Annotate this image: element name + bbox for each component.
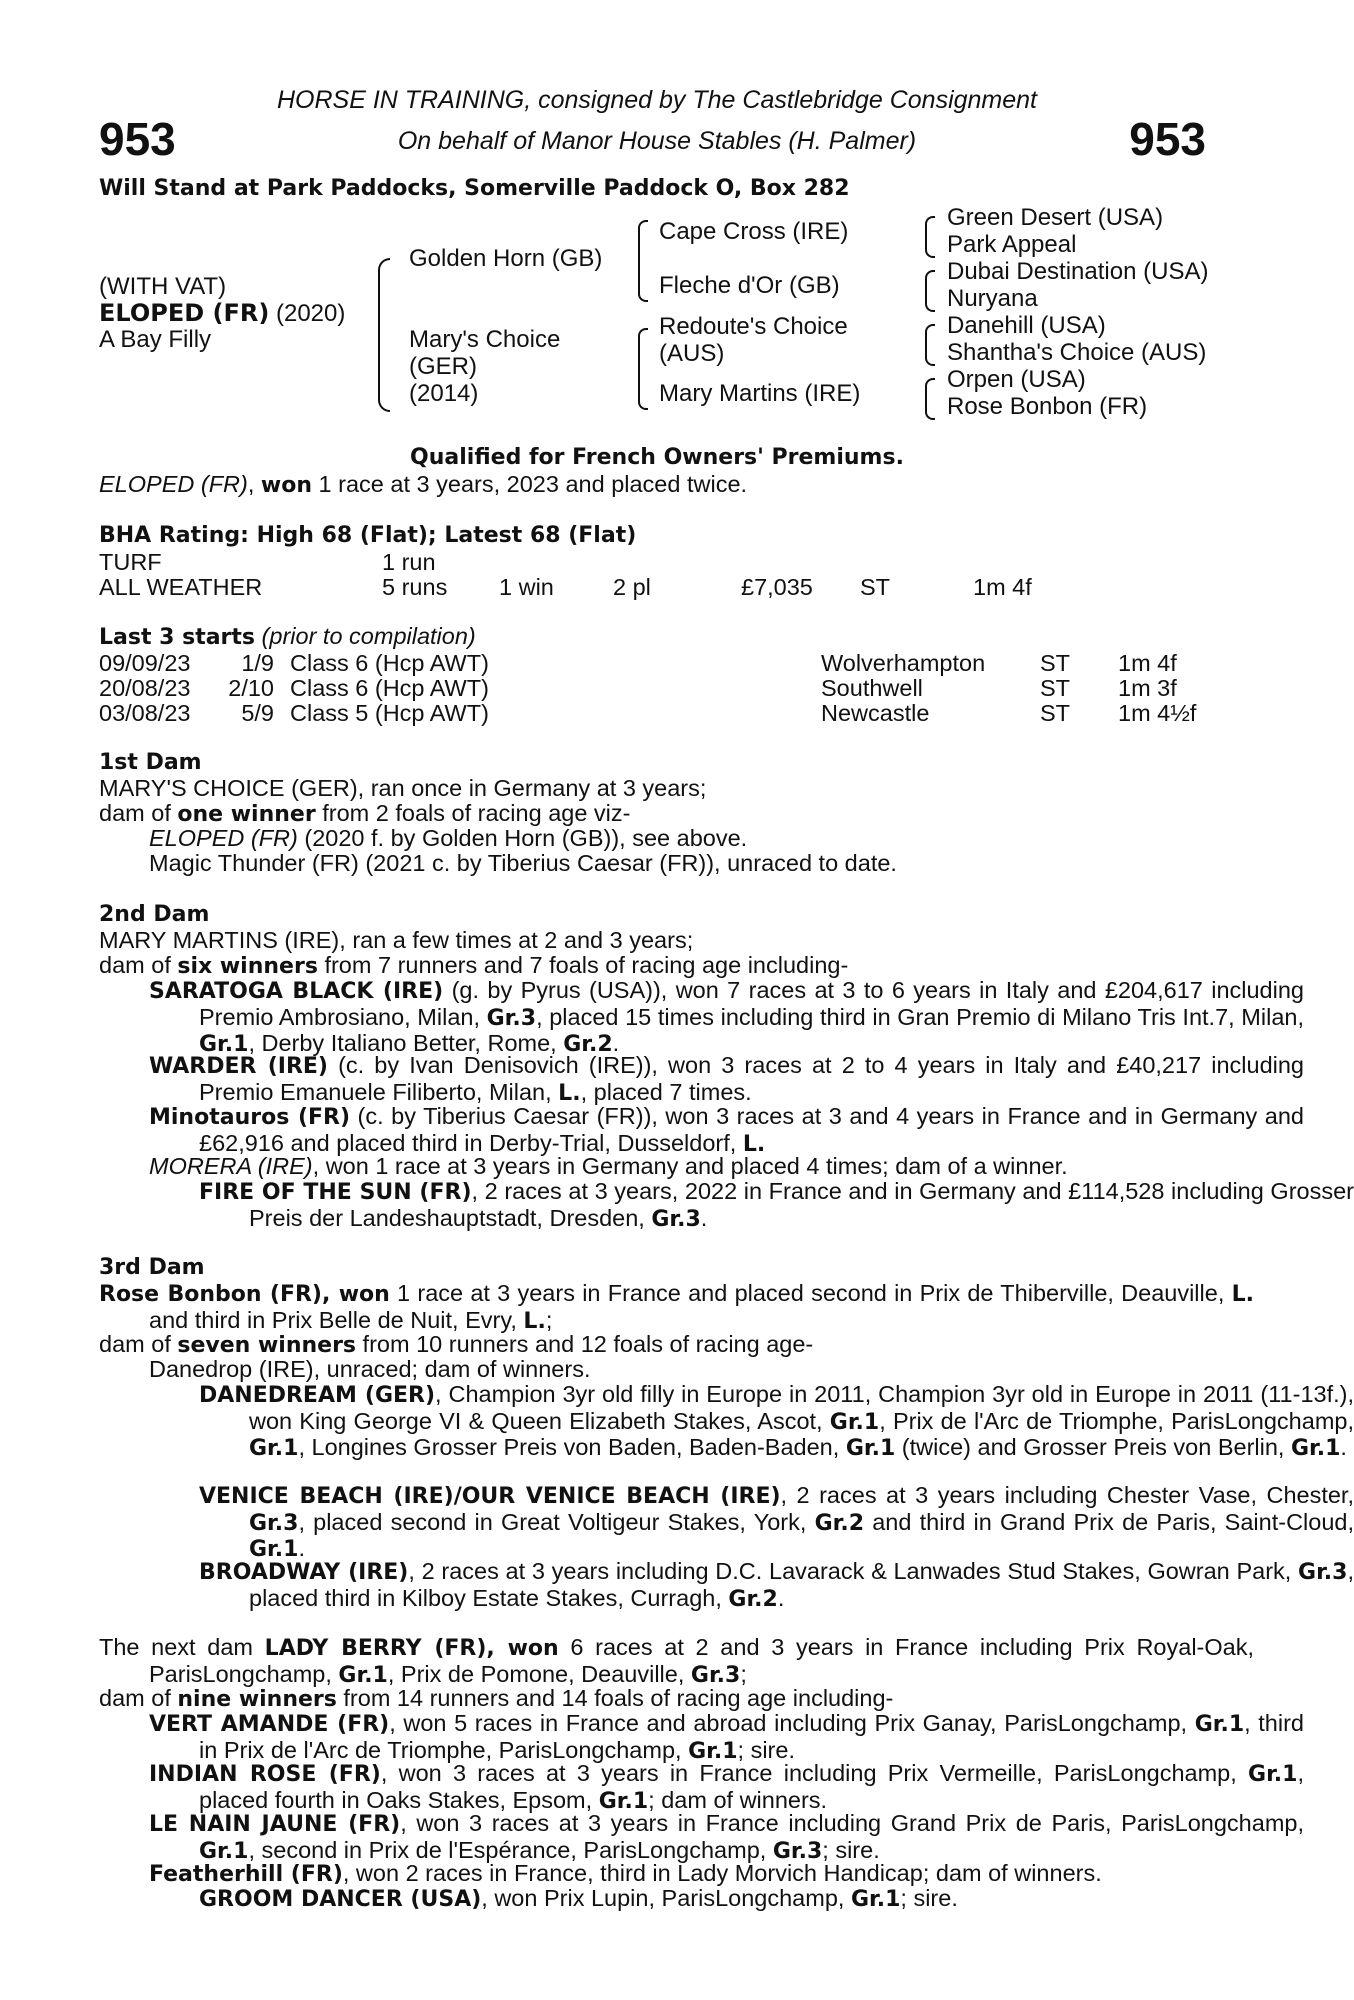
gen3-4: Nuryana [947, 285, 1038, 312]
start2-date: 20/08/23 [99, 675, 191, 701]
grade: Gr.1 [829, 1409, 880, 1435]
grade: Gr.3 [1298, 1560, 1348, 1585]
txt: (twice) and Grosser Preis von Berlin, [895, 1434, 1291, 1460]
grade: Gr.1 [199, 1032, 249, 1057]
consignor-line: HORSE IN TRAINING, consigned by The Castlebridge Consignment [276, 86, 1038, 114]
txt: from 10 runners and 12 foals of racing age- [356, 1331, 814, 1357]
entry-groom-dancer [99, 1886, 1304, 1913]
entry-venice-beach [99, 1483, 1354, 1563]
txt: ; [545, 1306, 553, 1333]
entry-broadway [99, 1559, 1354, 1612]
txt: , Champion 3yr old filly in Europe in 2011, Champion 3yr old in Europe in 2011 (11-13f.), won King George VI & Queen Elizabeth Stakes, Ascot, [249, 1381, 1354, 1434]
dam-line2: (GER) [409, 353, 477, 380]
entry-featherhill [99, 1861, 1254, 1888]
txt: ; [740, 1660, 747, 1687]
grade: Gr.3 [651, 1206, 701, 1232]
horse-name-line [99, 299, 345, 328]
grade: Gr.3 [690, 1662, 741, 1688]
grade: Gr.3 [772, 1838, 823, 1864]
start3-course: Newcastle [821, 700, 930, 726]
grade: Gr.3 [486, 1005, 537, 1031]
entry-name: SARATOGA BLACK (IRE) [149, 979, 444, 1004]
sire-dam: Fleche d'Or (GB) [659, 272, 840, 299]
txt: and third in Grand Prix de Paris, Saint-Cloud, [864, 1508, 1354, 1535]
second-dam-produce [99, 953, 1204, 980]
grade: Gr.2 [728, 1586, 778, 1612]
grade: L. [742, 1131, 766, 1157]
second-dam-heading: 2nd Dam [99, 902, 210, 927]
txt: , won 1 race at 3 years in Germany and placed 4 times; dam of a winner. [312, 1153, 1068, 1179]
txt: , won 3 races at 3 years in France including Grand Prix de Paris, ParisLongchamp, [400, 1810, 1304, 1836]
winner-count: seven winners [177, 1333, 357, 1358]
entry-name: Featherhill (FR) [149, 1862, 343, 1887]
txt: , third in Prix de l'Arc de Triomphe, ParisLongchamp, [199, 1710, 1304, 1763]
entry-saratoga-black [99, 978, 1304, 1058]
txt: (c. by Tiberius Caesar (FR)), won 3 races at 3 and 4 years in France and in Germany and £62,916 and placed third in Derby-Trial, Dusseldorf, [199, 1103, 1305, 1156]
txt: , won 5 races in France and abroad including Prix Ganay, ParisLongchamp, [389, 1710, 1195, 1736]
txt: , Prix de l'Arc de Triomphe, ParisLongchamp, [879, 1407, 1354, 1434]
txt: , won 3 races at 3 years in France including Prix Vermeille, ParisLongchamp, [380, 1760, 1249, 1786]
dam-line1: Mary's Choice [409, 326, 561, 353]
third-dam-intro [99, 1281, 1254, 1334]
txt: , second in Prix de l'Espérance, ParisLongchamp, [248, 1836, 773, 1863]
vendor-line: On behalf of Manor House Stables (H. Palmer) [397, 127, 917, 155]
entry-danedrop: Danedrop (IRE), unraced; dam of winners. [149, 1356, 591, 1382]
last3-note: (prior to compilation) [255, 623, 476, 649]
start3-date: 03/08/23 [99, 700, 191, 726]
start1-pos: 1/9 [241, 650, 274, 676]
dam-sire-line1: Redoute's Choice [659, 313, 848, 340]
entry-danedream [99, 1382, 1354, 1462]
next-dam-intro [99, 1635, 1254, 1688]
entry-morera [99, 1154, 1254, 1180]
grade: Gr.1 [688, 1738, 738, 1764]
gen3-3: Dubai Destination (USA) [947, 258, 1209, 285]
txt: ; sire. [900, 1885, 958, 1911]
aw-wins: 1 win [499, 574, 554, 600]
aw-label: ALL WEATHER [99, 574, 263, 600]
turf-runs: 1 run [382, 549, 436, 575]
horse-name: ELOPED (FR) [99, 299, 270, 327]
txt: 6 races at 2 and 3 years in France including Prix Royal-Oak, ParisLongchamp, [149, 1634, 1254, 1687]
txt: dam of [99, 952, 178, 978]
lot-number-right: 953 [1129, 113, 1206, 165]
txt: , placed fourth in Oaks Stakes, Epsom, [199, 1760, 1304, 1813]
dam-line3: (2014) [409, 380, 479, 407]
third-dam-heading: 3rd Dam [99, 1255, 205, 1280]
txt: , placed 15 times including third in Gran Premio di Milano Tris Int.7, Milan, [536, 1003, 1304, 1030]
summary-sep: , [247, 471, 261, 497]
txt: from 14 runners and 14 foals of racing age including- [336, 1685, 894, 1711]
entry-name: MORERA (IRE) [149, 1153, 313, 1179]
entry-minotauros [99, 1104, 1304, 1157]
aw-distance: 1m 4f [973, 574, 1032, 600]
txt: , 2 races at 3 years including Chester Vase, Chester, [780, 1482, 1354, 1508]
brace-g3-1 [925, 216, 935, 258]
winner-count: nine winners [177, 1687, 337, 1712]
grade: Gr.1 [249, 1537, 299, 1562]
last3-heading [99, 624, 476, 651]
txt: (c. by Ivan Denisovich (IRE)), won 3 races at 2 to 4 years in Italy and £40,217 including Premio Emanuele Filiberto, Milan, [199, 1052, 1304, 1105]
txt: , 2 races at 3 years, 2022 in France and in Germany and £114,528 including Grosser Preis der Landeshauptstadt, Dresden, [249, 1178, 1354, 1231]
grade: Gr.2 [814, 1510, 865, 1536]
summary-won: won [260, 473, 313, 498]
start2-race: Class 6 (Hcp AWT) [290, 675, 489, 701]
txt: , placed 7 times. [580, 1078, 752, 1105]
gen3-6: Shantha's Choice (AUS) [947, 339, 1207, 366]
txt: (g. by Pyrus (USA)), won 7 races at 3 to 6 years in Italy and £204,617 including Premio Ambrosiano, Milan, [199, 977, 1304, 1030]
grade: Gr.1 [598, 1788, 649, 1814]
entry-name: LADY BERRY (FR) [264, 1636, 487, 1661]
foal-magic-thunder: Magic Thunder (FR) (2021 c. by Tiberius Caesar (FR)), unraced to date. [149, 850, 897, 876]
third-dam-produce [99, 1332, 1204, 1359]
first-dam-line: MARY'S CHOICE (GER), ran once in Germany at 3 years; [99, 775, 707, 801]
winner-count: one winner [177, 802, 316, 827]
txt: ; dam of winners. [648, 1786, 828, 1813]
txt: ; sire. [822, 1836, 880, 1863]
race-summary [99, 472, 747, 499]
second-dam-line: MARY MARTINS (IRE), ran a few times at 2 and 3 years; [99, 927, 694, 953]
dam-sire-line2: (AUS) [659, 340, 725, 367]
foal-eloped [99, 826, 1254, 852]
grade: Gr.1 [1194, 1712, 1245, 1737]
entry-indian-rose [99, 1761, 1304, 1814]
txt: , won 2 races in France, third in Lady Morvich Handicap; dam of winners. [342, 1860, 1102, 1886]
entry-name: GROOM DANCER (USA) [199, 1887, 482, 1912]
next-dam-produce [99, 1686, 1204, 1713]
gen3-7: Orpen (USA) [947, 366, 1086, 393]
gen3-1: Green Desert (USA) [947, 204, 1164, 231]
start1-surface: ST [1040, 650, 1071, 676]
grade: Gr.1 [1290, 1436, 1341, 1461]
last3-title: Last 3 starts [99, 625, 256, 650]
brace-sire [638, 220, 648, 302]
start3-surface: ST [1040, 700, 1071, 726]
txt: from 7 runners and 7 foals of racing age including- [317, 952, 849, 978]
start1-dist: 1m 4f [1118, 650, 1177, 676]
brace-gen1 [378, 258, 390, 412]
txt: , placed second in Great Voltigeur Stakes, York, [298, 1508, 815, 1535]
brace-dam [638, 328, 648, 410]
start2-pos: 2/10 [228, 675, 274, 701]
horse-year: (2020) [269, 300, 346, 327]
txt: . [700, 1204, 708, 1231]
winner-count: six winners [177, 954, 318, 979]
brace-g3-2 [925, 270, 935, 312]
txt: dam of [99, 1331, 178, 1357]
entry-name: VENICE BEACH (IRE)/OUR VENICE BEACH (IRE) [199, 1484, 781, 1509]
first-dam-heading: 1st Dam [99, 750, 202, 775]
gen3-2: Park Appeal [947, 231, 1077, 258]
txt: . [612, 1030, 620, 1056]
aw-surface: ST [860, 574, 891, 600]
txt: , 2 races at 3 years including D.C. Lavarack & Lanwades Stud Stakes, Gowran Park, [408, 1558, 1299, 1584]
stand-location: Will Stand at Park Paddocks, Somerville Paddock O, Box 282 [99, 176, 850, 201]
foal-name: ELOPED (FR) [149, 825, 298, 851]
start1-race: Class 6 (Hcp AWT) [290, 650, 489, 676]
grade: Gr.1 [199, 1838, 249, 1864]
txt: , Longines Grosser Preis von Baden, Baden-Baden, [298, 1434, 846, 1460]
aw-placed: 2 pl [613, 574, 651, 600]
brace-g3-4 [925, 378, 935, 420]
vat-status: (WITH VAT) [99, 273, 227, 300]
txt: . [1340, 1434, 1347, 1460]
entry-name: VERT AMANDE (FR) [149, 1712, 390, 1737]
start3-race: Class 5 (Hcp AWT) [290, 700, 489, 726]
first-dam-produce [99, 801, 1204, 828]
txt: . [298, 1535, 305, 1561]
horse-description: A Bay Filly [99, 326, 212, 353]
grade: Gr.2 [563, 1032, 613, 1057]
entry-vert-amande [99, 1711, 1304, 1764]
start2-dist: 1m 3f [1118, 675, 1177, 701]
start2-surface: ST [1040, 675, 1071, 701]
grade: Gr.1 [338, 1662, 388, 1688]
txt: , Derby Italiano Better, Rome, [248, 1030, 564, 1056]
sire: Golden Horn (GB) [409, 245, 603, 272]
txt: , placed third in Kilboy Estate Stakes, Curragh, [249, 1558, 1354, 1611]
aw-runs: 5 runs [382, 574, 448, 600]
summary-text: 1 race at 3 years, 2023 and placed twice. [312, 471, 748, 497]
start2-course: Southwell [821, 675, 923, 701]
foal-text: (2020 f. by Golden Horn (GB)), see above. [297, 825, 748, 851]
start3-dist: 1m 4½f [1118, 700, 1197, 726]
bha-rating: BHA Rating: High 68 (Flat); Latest 68 (Flat) [99, 523, 637, 548]
entry-name: Rose Bonbon (FR) [99, 1282, 322, 1307]
entry-fire-of-the-sun [99, 1179, 1354, 1232]
gen3-8: Rose Bonbon (FR) [947, 393, 1148, 420]
sire-sire: Cape Cross (IRE) [659, 218, 849, 245]
premiums-note: Qualified for French Owners' Premiums. [410, 445, 904, 470]
grade: Gr.1 [850, 1887, 901, 1912]
start1-course: Wolverhampton [821, 650, 986, 676]
txt: , Prix de Pomone, Deauville, [387, 1660, 691, 1687]
entry-name: LE NAIN JAUNE (FR) [149, 1812, 401, 1837]
entry-name: BROADWAY (IRE) [199, 1560, 409, 1585]
txt: , won Prix Lupin, ParisLongchamp, [481, 1885, 851, 1911]
grade: Gr.3 [249, 1510, 299, 1536]
entry-name: WARDER (IRE) [149, 1054, 328, 1079]
txt: The next dam [99, 1634, 265, 1660]
start3-pos: 5/9 [241, 700, 274, 726]
dam-dam: Mary Martins (IRE) [659, 380, 861, 407]
grade: Gr.1 [845, 1436, 896, 1461]
grade: L. [523, 1308, 546, 1334]
entry-name: FIRE OF THE SUN (FR) [199, 1180, 472, 1205]
entry-name: Minotauros (FR) [149, 1105, 351, 1130]
brace-g3-3 [925, 324, 935, 366]
entry-le-nain-jaune [99, 1811, 1304, 1864]
summary-horse-name: ELOPED (FR) [99, 471, 248, 497]
turf-label: TURF [99, 549, 162, 575]
txt: dam of [99, 1685, 178, 1711]
txt: ; sire. [737, 1736, 795, 1763]
grade: L. [1231, 1282, 1254, 1307]
grade: Gr.1 [1248, 1762, 1298, 1787]
gen3-5: Danehill (USA) [947, 312, 1106, 339]
aw-prize: £7,035 [741, 574, 813, 600]
txt: 1 race at 3 years in France and placed second in Prix de Thiberville, Deauville, [389, 1280, 1232, 1306]
txt: dam of [99, 800, 178, 826]
entry-warder [99, 1053, 1304, 1106]
txt: and third in Prix Belle de Nuit, Evry, [149, 1306, 524, 1333]
won-label: , won [321, 1282, 390, 1307]
entry-name: INDIAN ROSE (FR) [149, 1762, 381, 1787]
grade: Gr.1 [249, 1436, 299, 1461]
entry-name: DANEDREAM (GER) [199, 1383, 436, 1408]
txt: from 2 foals of racing age viz- [315, 800, 631, 826]
lot-number-left: 953 [99, 113, 176, 165]
won-label: , won [486, 1636, 559, 1661]
txt: . [777, 1584, 785, 1611]
start1-date: 09/09/23 [99, 650, 191, 676]
grade: L. [558, 1080, 581, 1106]
